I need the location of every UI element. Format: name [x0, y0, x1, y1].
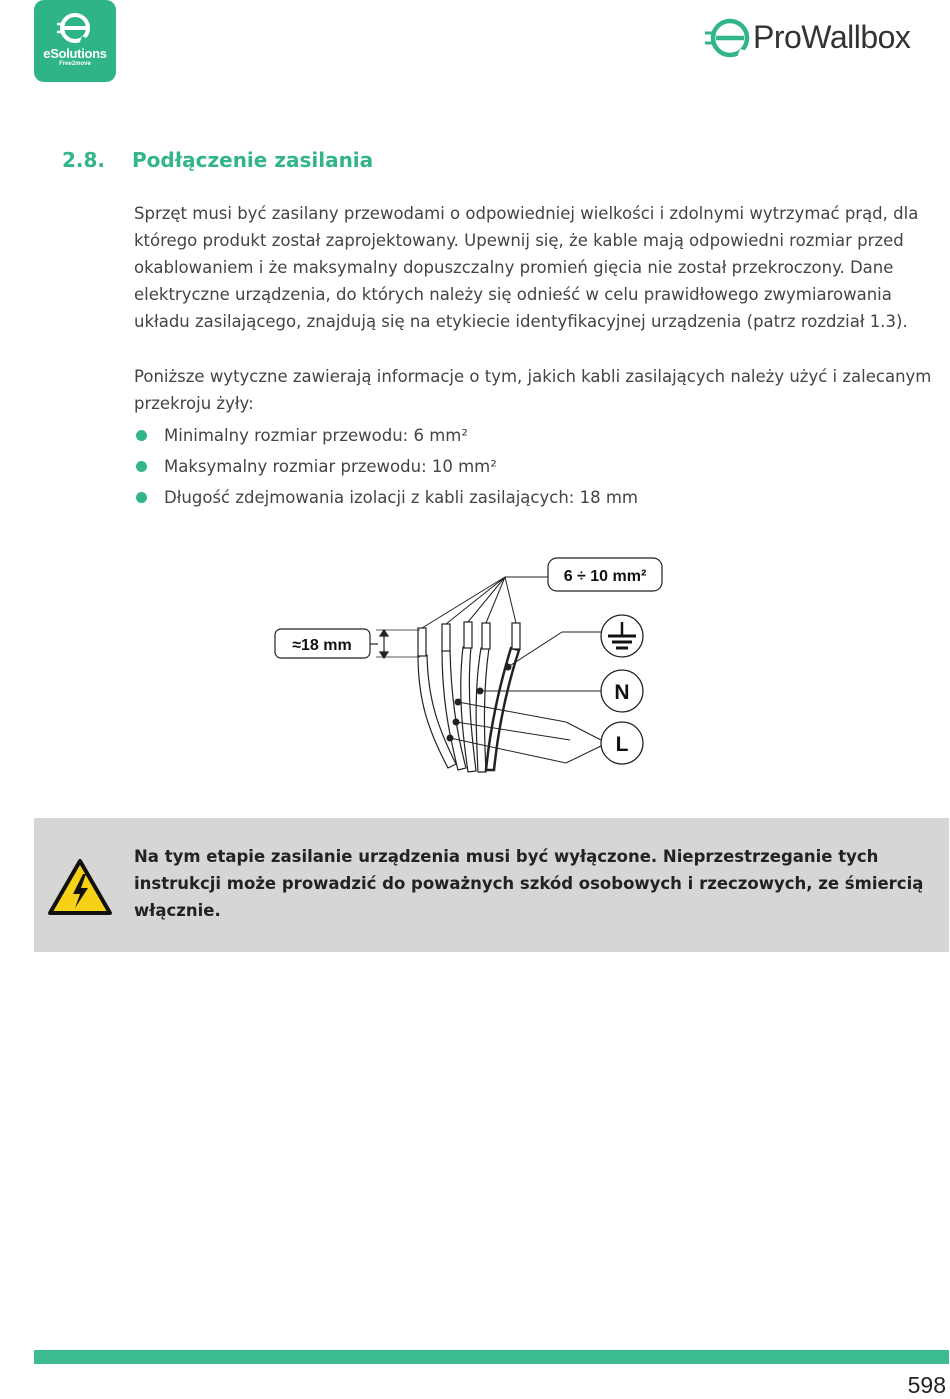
page-number: 598: [907, 1372, 946, 1398]
high-voltage-warning-icon: [47, 858, 113, 916]
esolutions-logo: [34, 0, 116, 82]
paragraph-guidelines: Poniższe wytyczne zawierają informacje o tym, jakich kabli zasilających należy użyć i zalecanym przekroju żyły:: [134, 367, 932, 413]
prowallbox-logo: [703, 14, 949, 64]
cable-stripping-diagram: [270, 550, 680, 790]
esolutions-logo-sub: Free2move: [59, 61, 91, 67]
section-title: Podłączenie zasilania: [132, 148, 374, 172]
line-label: L: [615, 733, 629, 756]
wire-section-label: 6 ÷ 10 mm²: [563, 568, 647, 585]
esolutions-logo-name: eSolutions: [43, 46, 107, 61]
earth-ground-icon: [601, 615, 643, 657]
neutral-label: N: [614, 681, 630, 704]
prowallbox-e-icon: [703, 14, 753, 64]
strip-length-arrow: [370, 630, 420, 658]
section-number: 2.8.: [62, 148, 106, 172]
bullet-dot: [136, 461, 147, 472]
bullet-dot: [136, 492, 147, 503]
paragraph-power-cables: Sprzęt musi być zasilany przewodami o odpowiedniej wielkości i zdolnymi wytrzymać prąd, dla którego produkt został zaprojektowany. Upewnij się, że kable mają odpowiedni rozmiar przed okablowaniem i że maksymalny dopuszczalny promień gięcia nie został przekroczony. Dane elektryczne urządzenia, do których należy się odnieść w celu prawidłowego zwymiarowania układu zasilającego, znajdują się na etykiecie identyfikacyjnej urządzenia (patrz rozdział 1.3).: [134, 204, 919, 331]
list-item-text: Długość zdejmowania izolacji z kabli zasilających: 18 mm: [164, 488, 638, 507]
warning-text: Na tym etapie zasilanie urządzenia musi być wyłączone. Nieprzestrzeganie tych instrukcji może prowadzić do poważnych szkód osobowych i rzeczowych, ze śmiercią włącznie.: [134, 847, 924, 920]
list-item: [134, 482, 934, 513]
prowallbox-logo-text: ProWallbox: [753, 19, 911, 55]
list-item: [134, 420, 934, 451]
list-item: [134, 451, 934, 482]
strip-length-label: ≈18 mm: [292, 637, 352, 654]
list-item-text: Minimalny rozmiar przewodu: 6 mm²: [164, 426, 468, 445]
section-pointer-lines: [422, 577, 548, 628]
cable-spec-list: [134, 420, 934, 513]
list-item-text: Maksymalny rozmiar przewodu: 10 mm²: [164, 457, 497, 476]
warning-box: [34, 818, 949, 952]
footer-bar: [34, 1350, 949, 1364]
esolutions-e-icon: [55, 10, 95, 46]
bullet-dot: [136, 430, 147, 441]
